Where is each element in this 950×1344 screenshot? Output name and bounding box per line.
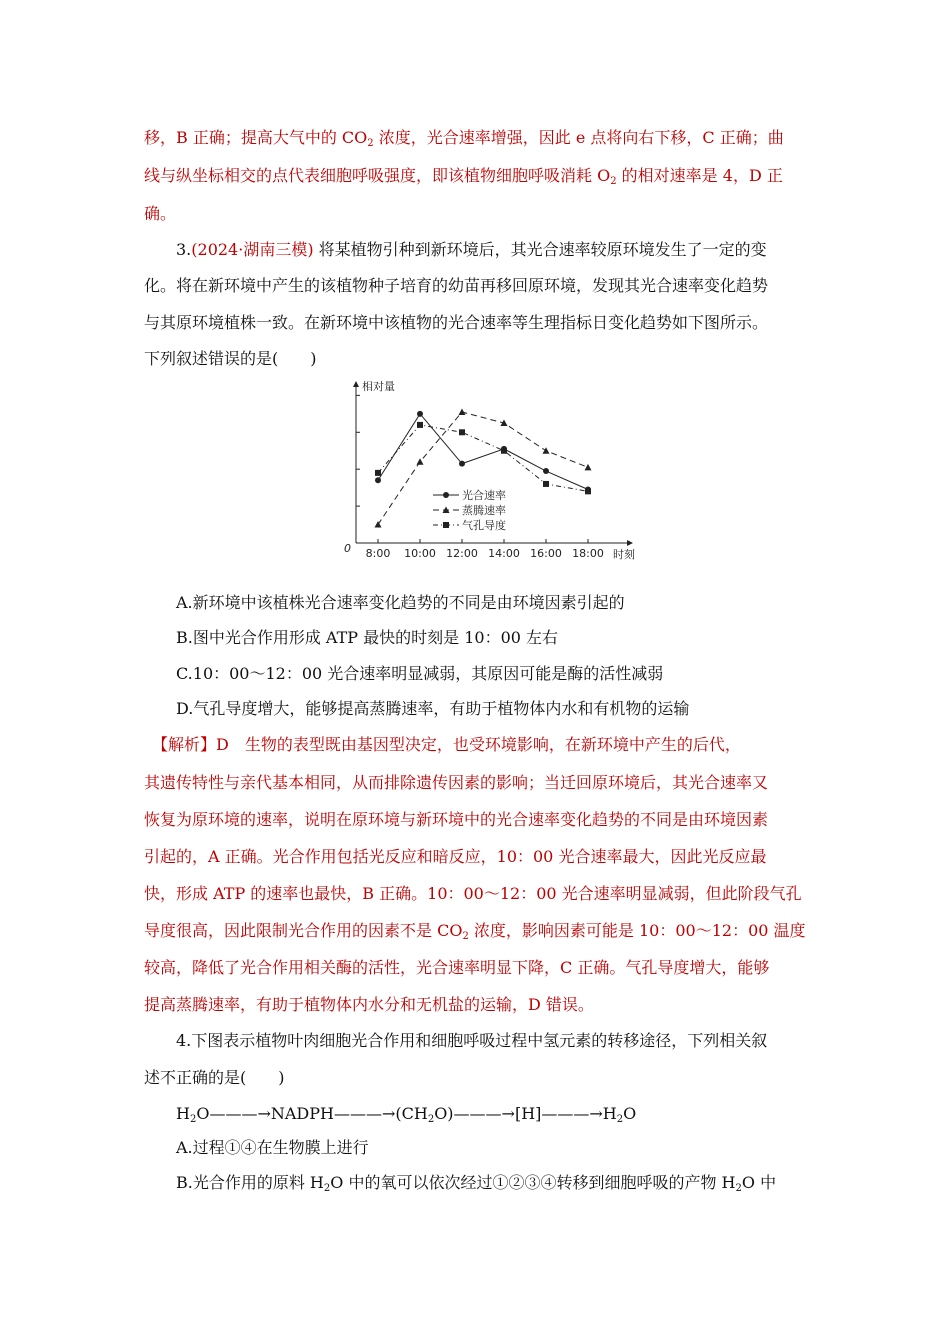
legend-item bbox=[433, 488, 506, 502]
arrow-2: ———→ bbox=[333, 1104, 396, 1123]
legend bbox=[433, 488, 506, 532]
q4-option-b: B.光合作用的原料 $H_2O$ 中的氧可以依次经过①②③④转移到细胞呼吸的产物 $H_2O$ 中 bbox=[176, 1173, 777, 1194]
data-point bbox=[417, 458, 424, 465]
series-line bbox=[378, 414, 588, 490]
prev-explanation-line-1: 移，B 正确；提高大气中的 $CO_2$ 浓度，光合速率增强，因此 e 点将向右下移，C 正确；曲 bbox=[144, 128, 784, 149]
data-point bbox=[585, 488, 591, 494]
legend-label: 光合速率 bbox=[462, 489, 506, 502]
x-tick-label: 8:00 bbox=[365, 547, 391, 560]
data-point bbox=[375, 470, 381, 476]
data-point bbox=[459, 461, 465, 467]
data-point bbox=[543, 447, 550, 454]
data-point bbox=[543, 468, 549, 474]
y-ticks bbox=[356, 395, 360, 506]
analysis-line-5: 快，形成 ATP 的速率也最快，B 正确。10：00～12：00 光合速率明显减弱，但此阶段气孔 bbox=[144, 884, 802, 903]
data-point bbox=[459, 408, 466, 415]
q4-stem-line-1: 4.下图表示植物叶肉细胞光合作用和细胞呼吸过程中氢元素的转移途径，下列相关叙 bbox=[176, 1031, 768, 1050]
series-气孔导度 bbox=[375, 422, 591, 494]
q3-source: (2024·湖南三模) bbox=[191, 240, 314, 259]
q4-option-a: A.过程①④在生物膜上进行 bbox=[176, 1138, 369, 1157]
y-axis-label: 相对量 bbox=[362, 380, 395, 393]
q4-stem-line-2: 述不正确的是( ) bbox=[144, 1068, 285, 1087]
origin-label: 0 bbox=[344, 542, 351, 555]
data-point bbox=[585, 464, 592, 471]
prev-explanation-line-3: 确。 bbox=[144, 204, 177, 223]
data-point bbox=[501, 448, 507, 454]
q3-stem-line-4: 下列叙述错误的是( ) bbox=[144, 349, 317, 368]
q3-stem-line-1: 3.(2024·湖南三模) 将某植物引种到新环境后，其光合速率较原环境发生了一定的变 bbox=[176, 240, 767, 259]
q3-option-b: B.图中光合作用形成 ATP 最快的时刻是 10：00 左右 bbox=[176, 628, 559, 647]
q3-option-c: C.10：00～12：00 光合速率明显减弱，其原因可能是酶的活性减弱 bbox=[176, 664, 664, 683]
series-line bbox=[378, 425, 588, 491]
arrow-3: ———→ bbox=[453, 1104, 515, 1123]
line-chart bbox=[334, 378, 644, 560]
data-point bbox=[459, 429, 465, 435]
analysis-line-7: 较高，降低了光合作用相关酶的活性，光合速率明显下降，C 正确。气孔导度增大，能够 bbox=[144, 958, 770, 977]
x-tick-label: 14:00 bbox=[488, 547, 520, 560]
data-point bbox=[375, 477, 381, 483]
data-point bbox=[443, 492, 449, 498]
x-tick-label: 18:00 bbox=[572, 547, 604, 560]
analysis-line-4: 引起的，A 正确。光合作用包括光反应和暗反应，10：00 光合速率最大，因此光反应最 bbox=[144, 847, 767, 866]
x-tick-label: 16:00 bbox=[530, 547, 562, 560]
data-point bbox=[417, 411, 423, 417]
data-point bbox=[543, 481, 549, 487]
analysis-line-1: 【解析】D 生物的表型既由基因型决定，也受环境影响，在新环境中产生的后代， bbox=[152, 735, 741, 754]
analysis-line-8: 提高蒸腾速率，有助于植物体内水分和无机盐的运输，D 错误。 bbox=[144, 995, 594, 1014]
x-tick-label: 12:00 bbox=[446, 547, 478, 560]
q3-option-a: A.新环境中该植株光合速率变化趋势的不同是由环境因素引起的 bbox=[176, 593, 625, 612]
data-point bbox=[443, 522, 449, 528]
legend-label: 蒸腾速率 bbox=[462, 504, 506, 517]
x-tick-labels bbox=[366, 539, 604, 560]
prev-explanation-line-2: 线与纵坐标相交的点代表细胞呼吸强度，即该植物细胞呼吸消耗 $O_2$ 的相对速率是 4，D 正 bbox=[144, 166, 783, 187]
q4-pathway: $H_2O———\to NADPH———\to(CH_2O)———\to[H]———\to H_2O$ bbox=[176, 1104, 637, 1125]
arrow-1: ———→ bbox=[209, 1104, 271, 1123]
analysis-line-2: 其遗传特性与亲代基本相同，从而排除遗传因素的影响；当迁回原环境后，其光合速率又 bbox=[144, 773, 769, 792]
arrow-4: ———→ bbox=[541, 1104, 603, 1123]
x-axis-label: 时刻 bbox=[613, 548, 635, 560]
analysis-label: 【解析】 bbox=[152, 735, 217, 754]
legend-label: 气孔导度 bbox=[462, 519, 506, 532]
q3-option-d: D.气孔导度增大，能够提高蒸腾速率，有助于植物体内水和有机物的运输 bbox=[176, 699, 690, 718]
q3-stem-line-2: 化。将在新环境中产生的该植物种子培育的幼苗再移回原环境，发现其光合速率变化趋势 bbox=[144, 276, 769, 295]
analysis-line-3: 恢复为原环境的速率，说明在原环境与新环境中的光合速率变化趋势的不同是由环境因素 bbox=[144, 810, 769, 829]
data-point bbox=[417, 422, 423, 428]
legend-item bbox=[433, 518, 506, 532]
analysis-line-6: 导度很高，因此限制光合作用的因素不是 $CO_2$ 浓度，影响因素可能是 10：00～12：00 温度 bbox=[144, 921, 806, 942]
data-point bbox=[375, 521, 382, 528]
x-tick-label: 10:00 bbox=[404, 547, 436, 560]
q3-stem-line-3: 与其原环境植株一致。在新环境中该植物的光合速率等生理指标日变化趋势如下图所示。 bbox=[144, 313, 769, 332]
legend-item bbox=[433, 503, 506, 517]
